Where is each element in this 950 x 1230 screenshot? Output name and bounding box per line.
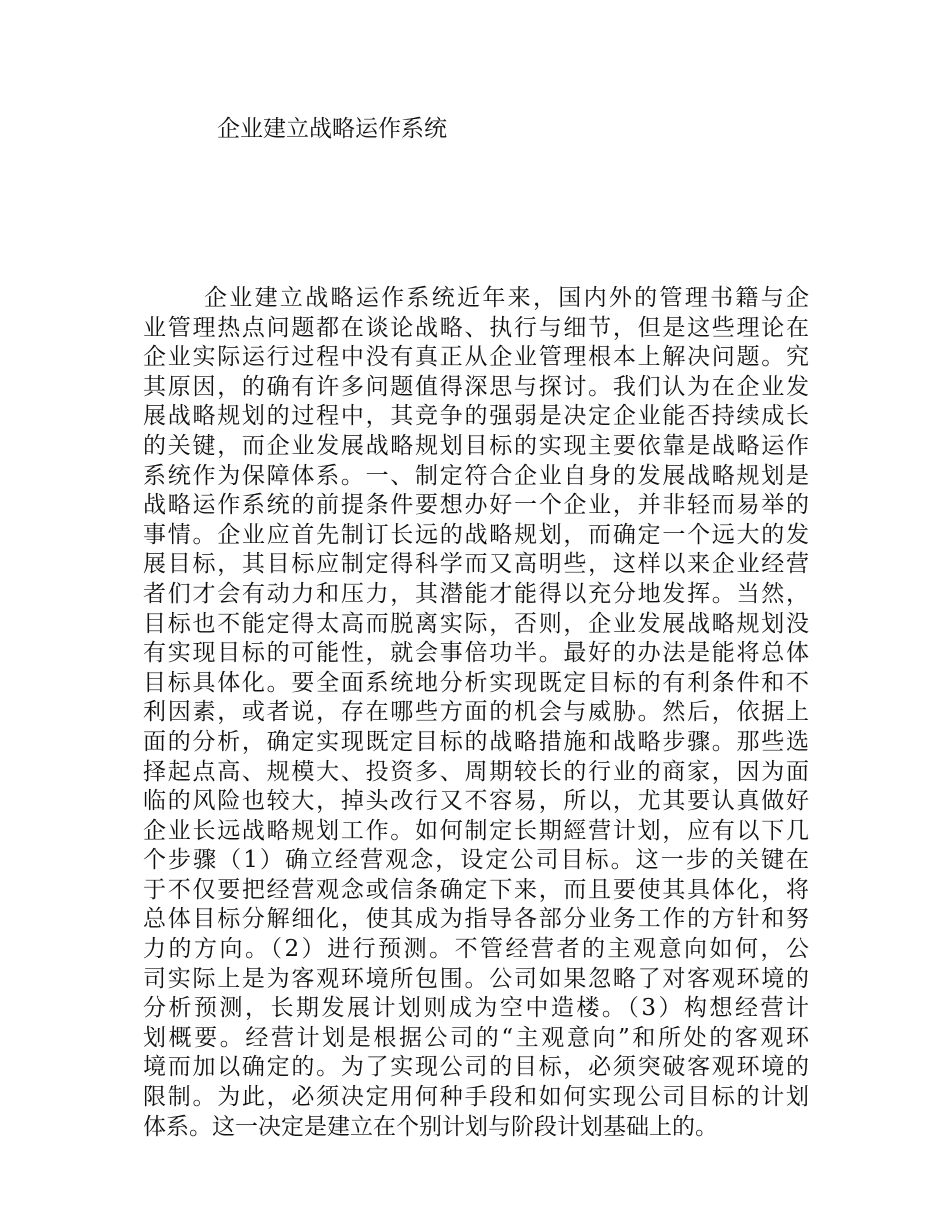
body-line: 其原因，的确有许多问题值得深思与探讨。我们认为在企业发 [143,373,809,400]
document-title: 企业建立战略运作系统 [217,116,447,142]
body-line: 目标具体化。要全面系统地分析实现既定目标的有利条件和不 [143,669,809,696]
body-line: 展战略规划的过程中，其竞争的强弱是决定企业能否持续成长 [143,403,809,430]
body-line: 企业长远战略规划工作。如何制定长期經营计划，应有以下几 [143,817,809,844]
body-line: 展目标，其目标应制定得科学而又高明些，这样以来企业经营 [143,551,809,578]
body-line: 企业建立战略运作系统近年来，国内外的管理书籍与企 [204,285,809,311]
body-line: 面的分析，确定实现既定目标的战略措施和战略步骤。那些选 [143,728,809,755]
body-line: 的关键，而企业发展战略规划目标的实现主要依靠是战略运作 [143,432,809,459]
body-line: 利因素，或者说，存在哪些方面的机会与威胁。然后，依据上 [143,699,809,726]
body-line: 限制。为此，必须决定用何种手段和如何实现公司目标的计划 [143,1084,809,1111]
body-line: 司实际上是为客观环境所包围。公司如果忽略了对客观环境的 [143,965,809,992]
document-body [143,284,809,1142]
body-line: 境而加以确定的。为了实现公司的目标，必须突破客观环境的 [143,1054,809,1081]
body-line: 目标也不能定得太高而脱离实际，否则，企业发展战略规划没 [143,610,809,637]
body-line: 者们才会有动力和压力，其潜能才能得以充分地发挥。当然， [143,580,809,607]
body-line: 分析预测，长期发展计划则成为空中造楼。（3）构想经营计 [143,995,809,1022]
body-line: 战略运作系统的前提条件要想办好一个企业，并非轻而易举的 [143,492,809,519]
body-line: 划概要。经营计划是根据公司的“主观意向”和所处的客观环 [143,1024,809,1051]
body-line: 个步骤（1）确立经营观念，设定公司目标。这一步的关键在 [143,847,809,874]
body-line: 事情。企业应首先制订长远的战略规划，而确定一个远大的发 [143,521,809,548]
body-line: 临的风险也较大，掉头改行又不容易，所以，尤其要认真做好 [143,788,809,815]
body-line: 总体目标分解细化，使其成为指导各部分业务工作的方针和努 [143,906,809,933]
body-line: 有实现目标的可能性，就会事倍功半。最好的办法是能将总体 [143,640,809,667]
body-line: 择起点高、规模大、投资多、周期较长的行业的商家，因为面 [143,758,809,785]
body-line: 系统作为保障体系。一、制定符合企业自身的发展战略规划是 [143,462,809,489]
body-line: 于不仅要把经营观念或信条确定下来，而且要使其具体化，将 [143,876,809,903]
body-line: 业管理热点问题都在谈论战略、执行与细节，但是这些理论在 [143,314,809,341]
body-line: 力的方向。（2）进行预测。不管经营者的主观意向如何，公 [143,936,809,963]
body-line: 体系。这一决定是建立在个别计划与阶段计划基础上的。 [143,1113,718,1140]
body-line: 企业实际运行过程中没有真正从企业管理根本上解决问题。究 [143,344,809,371]
